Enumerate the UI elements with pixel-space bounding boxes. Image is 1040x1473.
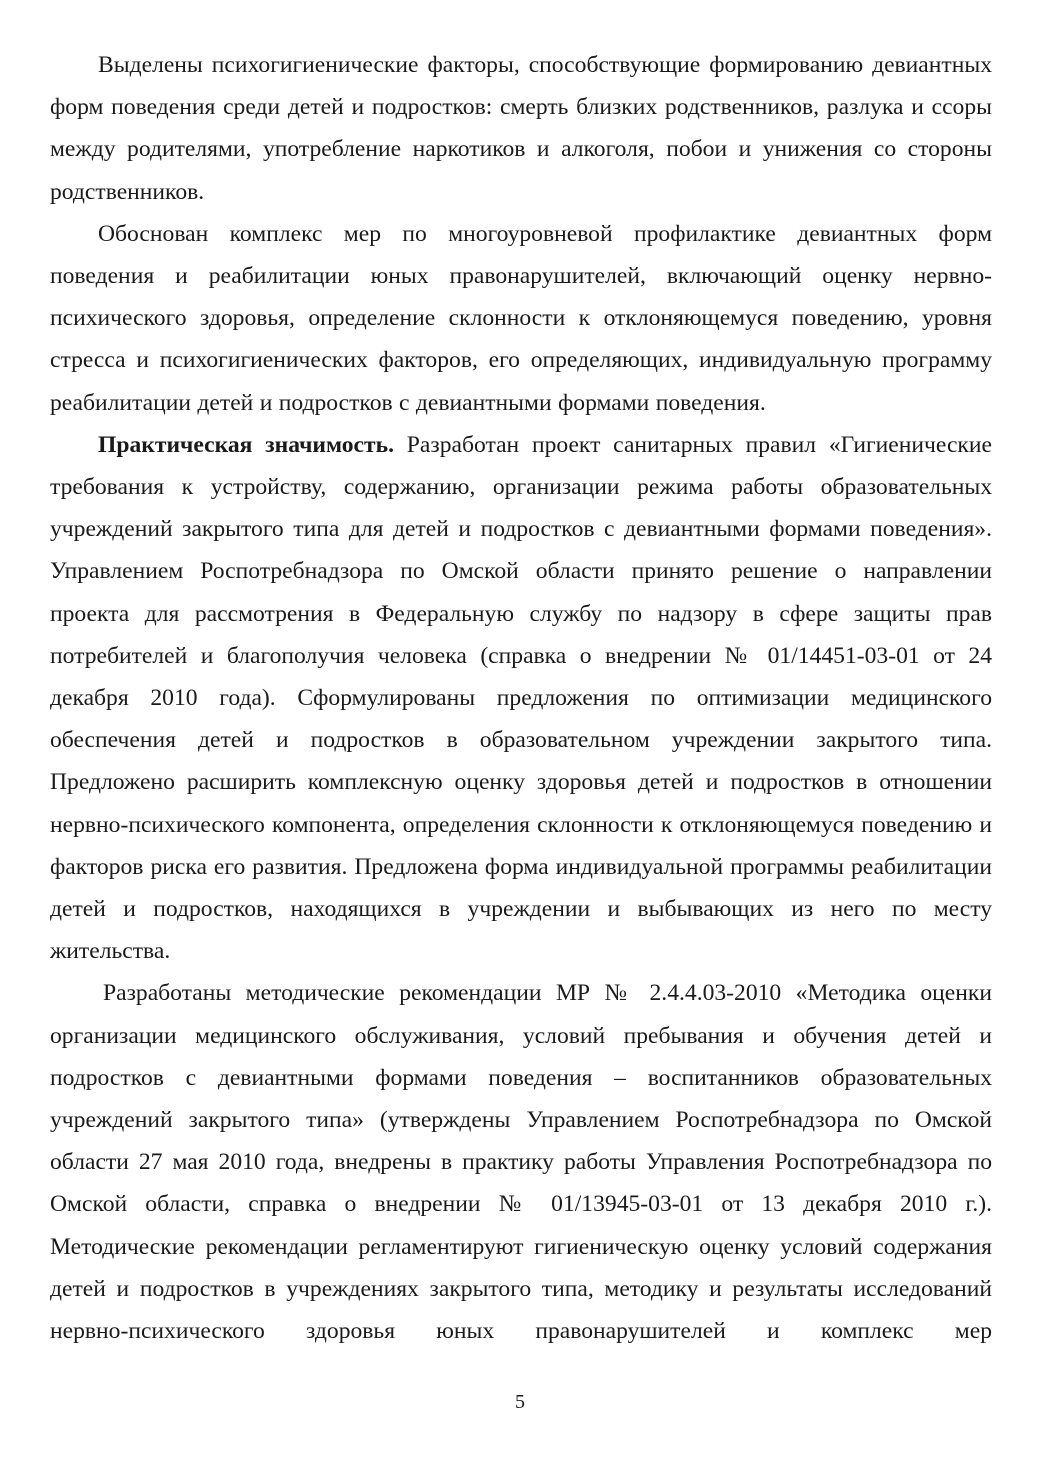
page-number: 5 [515,1391,525,1413]
paragraph-text: Разработан проект санитарных правил «Гигиенические требования к устройству, содержанию, организации режима работы образовательных учреждений закрытого типа для детей и подростков с девиантными формами поведения». Управлением Роспотребнадзора по Омской области принято решение о направлении проекта для рассмотрения в Федеральную службу по надзору в сфере защиты прав потребителей и благополучия человека (справка о внедрении № 01/14451-03-01 от 24 декабря 2010 года). Сформулированы предложения по оптимизации медицинского обеспечения детей и подростков в образовательном учреждении закрытого типа. Предложено расширить комплексную оценку здоровья детей и подростков в отношении нервно-психического компонента, определения склонности к отклоняющемуся поведению и факторов риска его развития. Предложена форма индивидуальной программы реабилитации детей и подростков, находящихся в учреждении и выбывающих из него по месту жительства. [50,431,992,965]
section-heading: Практическая значимость. [98,431,394,458]
paragraph-methodical-recommendations [50,972,992,1352]
paragraph-psychohygienic-factors [50,44,992,213]
paragraph-practical-significance [50,424,992,973]
paragraph-text: Выделены психогигиенические факторы, способствующие формированию девиантных форм поведения среди детей и подростков: смерть близких родственников, разлука и ссоры между родителями, употребление наркотиков и алкоголя, побои и унижения со стороны родственников. [50,52,992,205]
paragraph-text: Разработаны методические рекомендации МР № 2.4.4.03-2010 «Методика оценки организации медицинского обслуживания, условий пребывания и обучения детей и подростков с девиантными формами поведения – воспитанников образовательных учреждений закрытого типа» (утверждены Управлением Роспотребнадзора по Омской области 27 мая 2010 года, внедрены в практику работы Управления Роспотребнадзора по Омской области, справка о внедрении № 01/13945-03-01 от 13 декабря 2010 г.). Методические рекомендации регламентируют гигиеническую оценку условий содержания детей и подростков в учреждениях закрытого типа, методику и результаты исследований нервно-психического здоровья юных правонарушителей и комплекс мер [50,980,992,1345]
paragraph-prevention-measures [50,213,992,424]
paragraph-text: Обоснован комплекс мер по многоуровневой профилактике девиантных форм поведения и реабилитации юных правонарушителей, включающий оценку нервно-психического здоровья, определение склонности к отклоняющемуся поведению, уровня стресса и психогигиенических факторов, его определяющих, индивидуальную программу реабилитации детей и подростков с девиантными формами поведения. [50,220,992,416]
body-text [50,44,992,1352]
